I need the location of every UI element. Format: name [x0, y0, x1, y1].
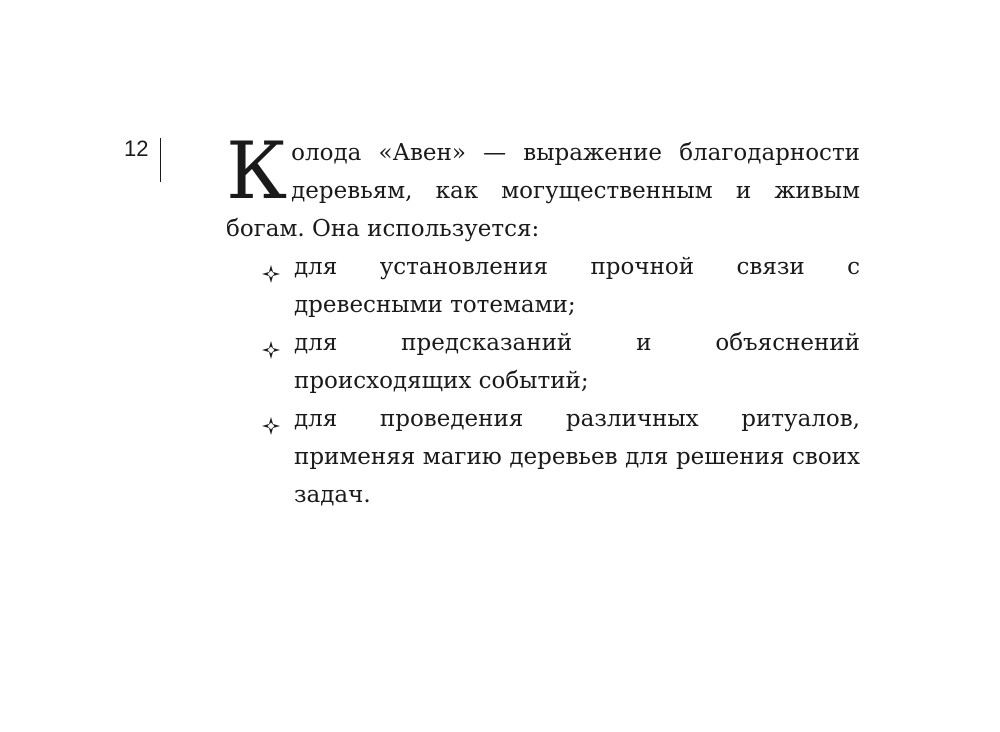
- intro-paragraph: [226, 125, 860, 248]
- list-item-text: для проведения различных ритуалов, применяя магию деревьев для решения своих задач.: [294, 406, 860, 508]
- diamond-bullet-icon: [262, 333, 280, 351]
- page-number-divider: [160, 138, 161, 182]
- body-text: [226, 125, 860, 514]
- list-item-text: для предсказаний и объяснений происходящих событий;: [294, 330, 860, 394]
- page-number: 12: [124, 136, 149, 161]
- list-item-text: для установления прочной связи с древесными тотемами;: [294, 254, 860, 318]
- drop-cap: К: [226, 125, 288, 217]
- intro-text: олода «Авен» — выражение благодарности деревьям, как могущественным и живым богам. Она используется:: [226, 140, 860, 242]
- bullet-list: [226, 248, 860, 514]
- diamond-bullet-icon: [262, 257, 280, 275]
- list-item: [226, 324, 860, 400]
- list-item: [226, 400, 860, 514]
- list-item: [226, 248, 860, 324]
- diamond-bullet-icon: [262, 409, 280, 427]
